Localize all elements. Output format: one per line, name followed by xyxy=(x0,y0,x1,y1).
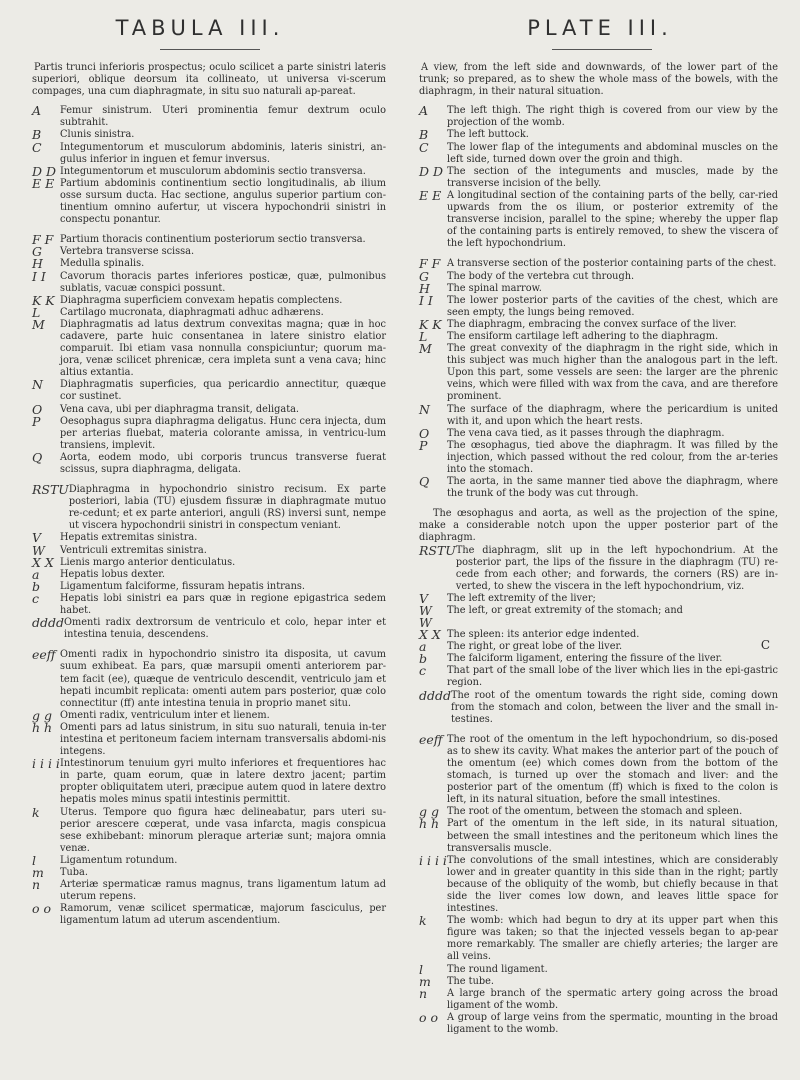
legend-text: Arteriæ spermaticæ ramus magnus, trans ligamentum latum ad uterum repens. xyxy=(60,879,386,903)
legend-key: V xyxy=(32,530,42,546)
legend-text: The womb: which had begun to dry at its upper part when this figure was taken; so that the injected vessels began to ap-pear more remarkably. The smaller are chiefly arteries; the larger are all veins. xyxy=(447,915,778,963)
legend-text: Vertebra transverse scissa. xyxy=(60,246,195,258)
legend-entry xyxy=(419,915,778,963)
legend-entry xyxy=(419,653,778,665)
section-gap xyxy=(419,250,778,258)
legend-entry xyxy=(32,719,386,758)
legend-entry xyxy=(32,649,386,709)
legend-entry xyxy=(419,605,778,629)
english-body xyxy=(400,62,800,1036)
legend-entry xyxy=(419,187,778,250)
legend-key: k xyxy=(419,913,427,929)
section-gap xyxy=(419,500,778,508)
legend-entry xyxy=(419,961,778,977)
legend-key: i i i i xyxy=(32,756,60,772)
legend-text: The convolutions of the small intestines, which are considerably lower and in greater quantity in this side than in the right; partly because of the obliquity of the womb, but chiefly because in that side the liver comes low down, and leaves little space for intestines. xyxy=(447,854,778,915)
legend-text: The right, or great lobe of the liver. xyxy=(447,641,623,653)
legend-entry xyxy=(419,1009,778,1036)
legend-text: Tuba. xyxy=(60,867,88,878)
legend-text: Diaphragma in hypochondrio sinistro recisum. Ex parte posteriori, labia (TU) ejusdem fissuræ in diaphragmate mutuo re-cedunt; et ex parte anteriori, anguli (RS) inversi sunt, nempe ut viscera hypochondrii sinistri in conspectum veniant. xyxy=(68,484,386,532)
legend-entry xyxy=(419,163,778,190)
legend-key: N xyxy=(32,377,43,393)
legend-text: Lienis margo anterior denticulatus. xyxy=(60,556,236,568)
legend-text: Clunis sinistra. xyxy=(60,129,135,141)
legend-entry xyxy=(32,139,386,166)
legend-key: dddd xyxy=(419,687,452,703)
legend-entry xyxy=(32,234,386,246)
legend-entry xyxy=(32,542,386,558)
legend-text: Hepatis lobus dexter. xyxy=(60,568,165,580)
legend-key: a xyxy=(32,566,40,582)
legend-text: Omenti radix in hypochondrio sinistro ita disposita, ut cavum suum exhibeat. Ea pars, quæ marsupii omenti anteriorem par-tem facit (ee), quæque de ventriculo descendit, ventriculo jam et hepati incumbit replicata: omenti autem pars posterior, quæ colo connectitur (ff) ante intestina tenuia in proprio manet situ. xyxy=(60,649,386,709)
legend-key: W W xyxy=(419,603,432,631)
legend-text: The spinal marrow. xyxy=(447,282,542,294)
legend-key: eeff xyxy=(419,731,443,747)
legend-entry xyxy=(419,852,778,915)
legend-text: Hepatis lobi sinistri ea pars quæ in regione epigastrica sedem habet. xyxy=(60,592,386,617)
legend-text: Part of the omentum in the left side, in its natural situation, between the small intestines and the peritoneum which lines the transversalis muscle. xyxy=(447,818,778,854)
section-gap xyxy=(32,641,386,649)
legend-key: V xyxy=(419,590,429,606)
legend-text: The root of the omentum, between the stomach and spleen. xyxy=(447,806,743,818)
legend-entry xyxy=(419,139,778,166)
legend-note: The œsophagus and aorta, as well as the projection of the spine, make a considerable notch upon the upper posterior part of the diaphragm. xyxy=(419,508,778,544)
legend-key: O xyxy=(419,425,430,441)
legend-text: The spleen: its anterior edge indented. xyxy=(447,629,640,641)
legend-text: The diaphragm, slit up in the left hypochondrium. At the posterior part, the lips of the fissure in the diaphragm (TU) re-cede from each other; and forwards, the corners (RS) are in-verted, to shew the viscera in the left hypochondrium, viz. xyxy=(455,544,778,592)
legend-key: E E xyxy=(32,175,55,191)
legend-entry xyxy=(32,163,386,179)
legend-text: Diaphragma superficiem convexam hepatis complectens. xyxy=(60,294,343,306)
legend-entry xyxy=(419,476,778,500)
legend-key: I I xyxy=(32,268,46,284)
legend-entry xyxy=(32,292,386,308)
latin-body xyxy=(0,62,400,927)
legend-entry xyxy=(419,818,778,854)
legend-text: Omenti radix, ventriculum inter et lienem. xyxy=(60,709,270,721)
legend-text: Integumentorum et musculorum abdominis, lateris sinistri, an-gulus inferior in inguen et femur inversus. xyxy=(60,141,386,165)
legend-text: A longitudinal section of the containing parts of the belly, car-ried upwards from the os ilium, or posterior extremity of the transverse incision, parallel to the spine; whereby the upper flap of the containing parts is entirely removed, to shew the viscera of the left hypochondrium. xyxy=(447,189,778,250)
legend-entry xyxy=(32,707,386,723)
legend-key: K K xyxy=(32,292,55,308)
legend-key: A xyxy=(419,103,429,119)
legend-text: A transverse section of the posterior containing parts of the chest. xyxy=(447,258,777,270)
legend-entry xyxy=(419,629,778,641)
legend-entry xyxy=(32,401,386,417)
legend-text: Partium abdominis continentium sectio longitudinalis, ab ilium osse sursum ducta. Hac sectione, angulus superior partium con-tinentium omnino aufertur, ut viscera hypochondrii sinistri in conspectu ponantur. xyxy=(60,177,386,226)
legend-entry xyxy=(32,129,386,141)
legend-entry xyxy=(419,973,778,989)
legend-entry xyxy=(32,246,386,258)
legend-key: F F xyxy=(419,256,441,272)
legend-key: dddd xyxy=(32,615,65,631)
legend-key: C xyxy=(32,139,42,155)
english-column xyxy=(400,0,800,1080)
legend-key: h h xyxy=(32,719,53,735)
legend-key: G xyxy=(32,244,42,260)
legend-entry xyxy=(32,316,386,379)
legend-key: c xyxy=(419,663,427,679)
legend-text: The left buttock. xyxy=(447,129,529,141)
latin-title: TABULA III. xyxy=(115,16,285,40)
legend-text: A group of large veins from the spermatic, mounting in the broad ligament to the womb. xyxy=(447,1011,778,1036)
legend-text: The falciform ligament, entering the fissure of the liver. xyxy=(447,653,723,665)
legend-entry xyxy=(419,401,778,428)
legend-entry xyxy=(419,731,778,807)
legend-key: m xyxy=(419,973,431,989)
legend-key: RSTU xyxy=(32,482,69,498)
legend-key: Q xyxy=(32,449,43,465)
legend-text: Diaphragmatis superficies, qua pericardio annectitur, quæque cor sustinet. xyxy=(60,379,386,403)
legend-text: The surface of the diaphragm, where the pericardium is united with it, and upon which the heart rests. xyxy=(447,403,778,427)
legend-entry xyxy=(32,449,386,476)
legend-key: L xyxy=(32,304,41,320)
legend-key: i i i i xyxy=(419,852,447,868)
legend-text: Uterus. Tempore quo figura hæc delineabatur, pars uteri su-perior arescere cœperat, unde vasa infarcta, magis conspicua sese exhibebant: minorum pleraque arteriæ sunt; majora omnia venæ. xyxy=(60,806,386,854)
legend-text: Femur sinistrum. Uteri prominentia femur dextrum oculo subtrahit. xyxy=(60,105,386,129)
legend-key: c xyxy=(32,590,40,606)
legend-entry xyxy=(419,806,778,818)
legend-entry xyxy=(419,268,778,284)
legend-entry xyxy=(32,379,386,403)
legend-entry xyxy=(32,268,386,295)
legend-key: D D xyxy=(32,163,57,179)
legend-entry xyxy=(419,687,778,726)
legend-text: The left extremity of the liver; xyxy=(447,592,596,604)
legend-text: Partium thoracis continentium posteriorum sectio transversa. xyxy=(60,234,366,246)
legend-key: G xyxy=(419,268,429,284)
legend-entry xyxy=(32,867,386,879)
legend-text: Ligamentum falciforme, fissuram hepatis intrans. xyxy=(60,580,305,592)
legend-text: The tube. xyxy=(447,975,494,987)
english-intro: A view, from the left side and downwards, of the lower part of the trunk; so prepared, as to shew the whole mass of the bowels, with the diaphragm, in their natural situation. xyxy=(419,62,778,98)
legend-key: X X xyxy=(419,627,441,643)
legend-entry xyxy=(419,292,778,319)
legend-text: The œsophagus, tied above the diaphragm. It was filled by the injection, which passed without the red colour, from the ar-teries into the stomach. xyxy=(447,439,778,475)
legend-entry xyxy=(32,532,386,544)
title-rule xyxy=(552,49,652,50)
legend-key: RSTU xyxy=(419,542,456,558)
legend-entry xyxy=(32,578,386,594)
legend-entry xyxy=(32,566,386,582)
legend-text: The diaphragm, embracing the convex surface of the liver. xyxy=(447,318,737,330)
legend-key: b xyxy=(419,651,428,667)
legend-key: l xyxy=(32,852,36,868)
legend-entry xyxy=(419,985,778,1012)
legend-key: F F xyxy=(32,232,54,248)
legend-entry xyxy=(419,425,778,441)
legend-key: H xyxy=(32,256,43,272)
legend-text: The vena cava tied, as it passes through the diaphragm. xyxy=(447,427,725,439)
legend-text: Vena cava, ubi per diaphragma transit, deligata. xyxy=(60,403,300,415)
legend-text: The aorta, in the same manner tied above the diaphragm, where the trunk of the body was cut through. xyxy=(447,476,778,500)
section-gap xyxy=(32,226,386,234)
legend-text: The root of the omentum towards the right side, coming down from the stomach and colon, between the liver and the small in-testines. xyxy=(451,689,778,725)
legend-text: The round ligament. xyxy=(447,963,548,975)
latin-intro: Partis trunci inferioris prospectus; oculo scilicet a parte sinistri lateris superiori, oblique deorsum ita collineato, ut universa vi-scerum compages, una cum diaphragmate, in situ suo naturali ap-pareat. xyxy=(32,62,386,98)
legend-key: H xyxy=(419,280,430,296)
legend-text: Omenti pars ad latus sinistrum, in situ suo naturali, tenuia in-ter intestina et peritoneum faciem internam transversalis abdomi-nis integens. xyxy=(60,721,386,758)
legend-entry xyxy=(32,590,386,617)
legend-entry xyxy=(32,175,386,226)
legend-entry xyxy=(32,413,386,452)
legend-text: The lower posterior parts of the cavities of the chest, which are seen empty, the lungs being removed. xyxy=(447,294,778,318)
legend-entry xyxy=(419,641,778,653)
legend-key: n xyxy=(32,877,41,893)
legend-key: m xyxy=(32,865,44,880)
legend-entry xyxy=(419,316,778,332)
legend-key: b xyxy=(32,578,41,594)
legend-entry xyxy=(32,554,386,570)
legend-text: Cartilago mucronata, diaphragmati adhuc adhærens. xyxy=(60,306,324,318)
legend-key: W xyxy=(32,542,45,558)
legend-text: A large branch of the spermatic artery going across the broad ligament of the womb. xyxy=(447,987,778,1011)
legend-key: l xyxy=(419,961,423,977)
legend-text: Aorta, eodem modo, ubi corporis truncus transverse fuerat scissus, supra diaphragma, deligata. xyxy=(60,451,386,475)
legend-text: Omenti radix dextrorsum de ventriculo et colo, hepar inter et intestina tenuia, descendens. xyxy=(64,617,386,641)
legend-text: The left thigh. The right thigh is covered from our view by the projection of the womb. xyxy=(447,105,778,129)
legend-key: o o xyxy=(419,1009,439,1025)
legend-key: B xyxy=(419,127,429,143)
legend-key: o o xyxy=(32,901,52,917)
legend-text: The root of the omentum in the left hypochondrium, so dis-posed as to shew its cavity. What makes the anterior part of the pouch of the omentum (ee) which comes down from the bottom of the stomach, is turned up over the stomach and liver: and the posterior part of the omentum (ff) which is fixed to the colon is left, in its natural situation, before the small intestines. xyxy=(447,733,778,806)
legend-text: Ventriculi extremitas sinistra. xyxy=(60,544,207,556)
legend-text: Oesophagus supra diaphragma deligatus. Hunc cera injecta, dum per arterias fluebat, materia colorante amissa, in ventricu-lum transiens, implevit. xyxy=(60,415,386,451)
legend-key: eeff xyxy=(32,647,56,663)
legend-key: B xyxy=(32,127,42,143)
legend-entry xyxy=(419,665,778,689)
legend-entry xyxy=(32,617,386,641)
legend-key: h h xyxy=(419,816,440,832)
legend-key: N xyxy=(419,401,430,417)
legend-key: n xyxy=(419,985,428,1001)
legend-text: Intestinorum tenuium gyri multo inferiores et frequentiores hac in parte, quam eorum, quæ in latere dextro jacent; partim propter obliquitatem uteri, præcipue autem quod in latere dextro hepatis moles minus spatii intestinis permittit. xyxy=(60,758,386,806)
legend-key: P xyxy=(419,437,428,453)
legend-entry xyxy=(32,304,386,320)
legend-text: Hepatis extremitas sinistra. xyxy=(60,532,198,544)
legend-text: The great convexity of the diaphragm in the right side, which in this subject was much higher than the analogous part in the left. Upon this part, some vessels are seen: the larger are the phrenic veins, which were filled with wax from the cava, and are therefore prominent. xyxy=(447,343,778,403)
legend-entry xyxy=(32,105,386,129)
legend-text: Ligamentum rotundum. xyxy=(60,854,178,866)
legend-key: I I xyxy=(419,292,433,308)
legend-key: A xyxy=(32,103,42,119)
legend-entry xyxy=(419,590,778,606)
legend-entry xyxy=(419,258,778,270)
legend-key: X X xyxy=(32,554,54,570)
legend-text: The left, or great extremity of the stomach; and xyxy=(447,605,683,617)
legend-key: O xyxy=(32,401,43,417)
legend-key: a xyxy=(419,639,427,655)
english-legend xyxy=(419,105,778,1036)
legend-entry xyxy=(32,804,386,855)
legend-key: C xyxy=(419,139,429,155)
legend-key: M xyxy=(32,316,45,332)
english-title: PLATE III. xyxy=(527,16,673,40)
legend-key: g g xyxy=(419,804,439,820)
legend-key: L xyxy=(419,328,428,344)
legend-key: k xyxy=(32,804,40,820)
legend-key: K K xyxy=(419,316,442,332)
legend-entry xyxy=(419,129,778,141)
legend-entry xyxy=(32,852,386,868)
legend-entry xyxy=(32,258,386,270)
legend-text: Diaphragmatis ad latus dextrum convexitas magna; quæ in hoc cadavere, parte huic consentanea in latere sinistro elatior comparuit. Ibi etiam vasa nonnulla conspiciuntur; quorum ma-jora, venæ scilicet phrenicæ, cera impleta sunt a vena cava; hinc altius extantia. xyxy=(60,318,386,379)
latin-legend xyxy=(32,105,386,927)
legend-entry xyxy=(32,879,386,903)
section-gap xyxy=(32,476,386,484)
legend-entry xyxy=(419,437,778,476)
legend-key: E E xyxy=(419,187,442,203)
legend-text: Cavorum thoracis partes inferiores posticæ, quæ, pulmonibus sublatis, vacuæ conspici possunt. xyxy=(60,270,386,294)
legend-key: Q xyxy=(419,474,430,490)
legend-text: Integumentorum et musculorum abdominis sectio transversa. xyxy=(60,165,366,177)
legend-text: Medulla spinalis. xyxy=(60,258,145,270)
legend-entry xyxy=(32,758,386,806)
legend-key: M xyxy=(419,341,432,357)
legend-key: g g xyxy=(32,707,52,723)
legend-key: D D xyxy=(419,163,444,179)
legend-text: The lower flap of the integuments and abdominal muscles on the left side, turned down over the groin and thigh. xyxy=(447,141,778,165)
legend-text: The section of the integuments and muscles, made by the transverse incision of the belly. xyxy=(447,165,778,189)
legend-text: That part of the small lobe of the liver which lies in the epi-gastric region. xyxy=(447,665,778,689)
legend-text: Ramorum, venæ scilicet spermaticæ, majorum fasciculus, per ligamentum latum ad uterum ascendentium. xyxy=(60,903,386,927)
legend-entry xyxy=(32,903,386,927)
title-rule xyxy=(160,49,260,50)
legend-text: The body of the vertebra cut through. xyxy=(447,270,635,282)
legend-text: The ensiform cartilage left adhering to the diaphragm. xyxy=(447,330,719,342)
legend-entry xyxy=(419,542,778,593)
legend-entry xyxy=(419,280,778,296)
legend-key: P xyxy=(32,413,41,429)
legend-entry xyxy=(419,105,778,129)
legend-entry xyxy=(32,484,386,532)
signature-mark: C xyxy=(760,638,770,652)
legend-entry xyxy=(419,328,778,344)
legend-entry xyxy=(419,343,778,403)
section-gap xyxy=(419,726,778,734)
